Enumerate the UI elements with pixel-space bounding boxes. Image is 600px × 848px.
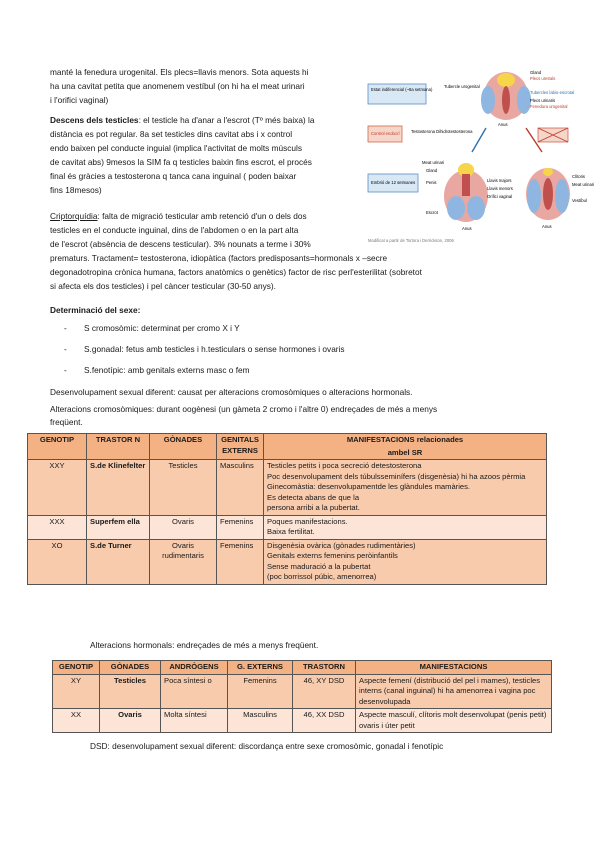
table-row: XXY S.de Klinefelter Testicles Masculins Testicles petits i poca secreció detestosterona Poc desenvolupament dels túbulsseminífers (disgenèsia) hi ha azoos pèrmia Ginecomàstia: desenvolupamentde les glàndules mamàries. Es detecta abans de que la persona arribi a la pubertat. bbox=[28, 460, 547, 516]
svg-text:Escrot: Escrot bbox=[426, 210, 438, 215]
table-row: XY Testicles Poca síntesi o Femenins 46, XY DSD Aspecte femení (distribució del pel i mames), testicles interns (canal inguinal) hi ha amenorrea i vagina poc desenvolupada bbox=[53, 674, 552, 709]
th-gonades: GÒNADES bbox=[150, 434, 217, 460]
svg-text:Clítoris: Clítoris bbox=[572, 174, 586, 179]
cripto-line-1: Criptorquídia: falta de migració testicular amb retenció d'un o dels dos bbox=[50, 211, 307, 221]
descens-title: Descens dels testicles bbox=[50, 115, 139, 125]
svg-text:Orifici vaginal: Orifici vaginal bbox=[487, 194, 513, 199]
svg-text:Anus: Anus bbox=[462, 226, 472, 231]
svg-text:Tubercles labio-escrotal: Tubercles labio-escrotal bbox=[530, 90, 575, 95]
crom-line-2: freqüent. bbox=[50, 417, 83, 427]
intro-line-2: ha una cavitat petita que anomenem vestíbul (on hi ha el meat urinari bbox=[50, 81, 305, 91]
intro-line-3: i l'orifici vaginal) bbox=[50, 95, 109, 105]
crom-line-1: Alteracions cromosòmiques: durant oogènesi (un gàmeta 2 cromo i l'altre 0) endreçades de més a menys bbox=[50, 404, 438, 414]
cripto-line-5: degonadotropina crònica humana, factors anatòmics o genètics) factor de risc perl'esterilitat (sobretot bbox=[50, 267, 422, 277]
vestibule-shape bbox=[543, 178, 553, 210]
scrotum-right bbox=[467, 196, 485, 220]
intro-line-1: manté la fenedura urogenital. Els plecs=llavis menors. Sota aquests hi bbox=[50, 67, 309, 77]
gland-shape bbox=[497, 73, 515, 87]
svg-text:Anus: Anus bbox=[542, 224, 552, 229]
determinacio-list bbox=[64, 323, 345, 386]
th-manif-sub: ambel SR bbox=[264, 447, 547, 460]
svg-text:Plecs urinaris: Plecs urinaris bbox=[530, 98, 556, 103]
svg-text:Anus: Anus bbox=[498, 122, 508, 127]
descens-line-6: fins 18mesos) bbox=[50, 185, 102, 195]
chromosomal-table bbox=[27, 433, 547, 585]
genital-development-diagram bbox=[366, 66, 600, 246]
svg-text:Fenedura urogenital: Fenedura urogenital bbox=[530, 104, 568, 109]
svg-text:Llavis menors: Llavis menors bbox=[487, 186, 513, 191]
svg-text:Modificat a partir de Tortora: Modificat a partir de Tortora i Derrickson, 2006 bbox=[368, 238, 454, 243]
th-genotip: GENOTIP bbox=[28, 434, 87, 460]
cripto-title: Criptorquídia bbox=[50, 211, 98, 221]
list-item: - S.fenotípic: amb genitals externs masc o fem bbox=[64, 365, 250, 375]
labia-left bbox=[527, 179, 541, 213]
svg-text:Plecs uretrals: Plecs uretrals bbox=[530, 76, 556, 81]
labioscrotal-left bbox=[481, 86, 495, 114]
urogenital-groove bbox=[502, 86, 510, 114]
list-item: - S.gonadal: fetus amb testicles i h.testiculars o sense hormones i ovaris bbox=[64, 344, 345, 354]
svg-text:Control endocrí: Control endocrí bbox=[371, 131, 400, 136]
svg-text:Meat urinari: Meat urinari bbox=[422, 160, 445, 165]
hormonal-line: Alteracions hormonals: endreçades de més a menys freqüent. bbox=[90, 640, 319, 650]
table-row: XXX Superfem ella Ovaris Femenins Poques manifestacions. Baixa fertilitat. bbox=[28, 515, 547, 539]
svg-text:Llavis majors: Llavis majors bbox=[487, 178, 512, 183]
cripto-line-3: de l'escrot (absència de descens testicular). 3% nounats a terme i 30% bbox=[50, 239, 311, 249]
table-row: XX Ovaris Molta síntesi Masculins 46, XX DSD Aspecte masculí, clítoris molt desenvolupat (penis petit) ovaris i úter petit bbox=[53, 709, 552, 733]
th-manif: MANIFESTACIONS relacionades bbox=[264, 434, 547, 447]
list-item: - S cromosòmic: determinat per cromo X i Y bbox=[64, 323, 240, 333]
clitoris-shape bbox=[543, 168, 553, 176]
svg-text:Gland: Gland bbox=[426, 168, 438, 173]
arrow-male bbox=[472, 128, 486, 152]
labia-right bbox=[555, 179, 569, 213]
descens-line-3: endo baixen pel conducte inguial (implica l'activitat de molts músculs bbox=[50, 143, 303, 153]
scrotum-left bbox=[447, 196, 465, 220]
svg-text:Penis: Penis bbox=[426, 180, 437, 185]
descens-line-4: de cavitat abs) 9mesos la SIM fa q testicles baixin fins escrot, el procés bbox=[50, 157, 312, 167]
svg-text:Meat urinari: Meat urinari bbox=[572, 182, 595, 187]
descens-line-1: Descens dels testicles: el testicle ha d'anar a l'escrot (Tº més baixa) la bbox=[50, 115, 315, 125]
svg-text:Tubercle urogenital: Tubercle urogenital bbox=[444, 84, 480, 89]
labioscrotal-right bbox=[517, 86, 531, 114]
table-row: XO S.de Turner Ovaris rudimentaris Femenins Disgenèsia ovàrica (gònades rudimentàries) Genitals externs femenins peròinfantils Sense maduració a la pubertat (poc borrissol púbic, amenorrea) bbox=[28, 539, 547, 584]
cripto-line-2: testicles en el conducte inguinal, dins de l'abdomen o en la part alta bbox=[50, 225, 299, 235]
hormonal-table: GENOTIP GÒNADES ANDRÒGENS G. EXTERNS TRASTORN MANIFESTACIONS XY Testicles Poca síntesi o Femenins 46, XY DSD Aspecte femení (distribució del pel i mames), testicles interns (canal inguinal) hi ha amenorrea i vagina poc desenvolupada XX Ovaris Molta síntesi Masculins 46, XX DSD Aspecte masculí, clítoris molt desenvolupat (penis petit) ovaris i úter petit bbox=[52, 660, 552, 733]
final-line: DSD: desenvolupament sexual diferent: discordança entre sexe cromosòmic, gonadal i fenotípic bbox=[90, 741, 444, 751]
cripto-line-6: si afecta els dos testicles) i pel càncer testicular (30-50 anys). bbox=[50, 281, 276, 291]
descens-line-2: distància es pot regular. 8a set testicles dins cavitat abs i x control bbox=[50, 129, 293, 139]
male-penis bbox=[462, 174, 470, 196]
svg-text:Gland: Gland bbox=[530, 70, 542, 75]
th-genitals: GENITALS EXTERNS bbox=[217, 434, 264, 460]
svg-text:Testosterona Dihidrotestostero: Testosterona Dihidrotestosterona bbox=[411, 129, 473, 134]
dsd-line: Desenvolupament sexual diferent: causat per alteracions cromosòmiques o alteracions hormonals. bbox=[50, 387, 413, 397]
svg-text:Embrió de 12 setmanes: Embrió de 12 setmanes bbox=[371, 180, 416, 185]
cripto-line-4: prematurs. Tractament= testosterona, idiopàtica (factors predisposants=hormonals x –secre bbox=[50, 253, 388, 263]
determinacio-title: Determinació del sexe: bbox=[50, 305, 141, 315]
box1-text: Estat indiferencial (~8a setmana) bbox=[371, 87, 433, 92]
descens-line-5: final és gràcies a testosterona q tanca cana inguinal ( poden baixar bbox=[50, 171, 297, 181]
th-trastorn: TRASTOR N bbox=[87, 434, 150, 460]
svg-text:Vestíbul: Vestíbul bbox=[572, 198, 587, 203]
embryology-figure bbox=[366, 66, 600, 246]
